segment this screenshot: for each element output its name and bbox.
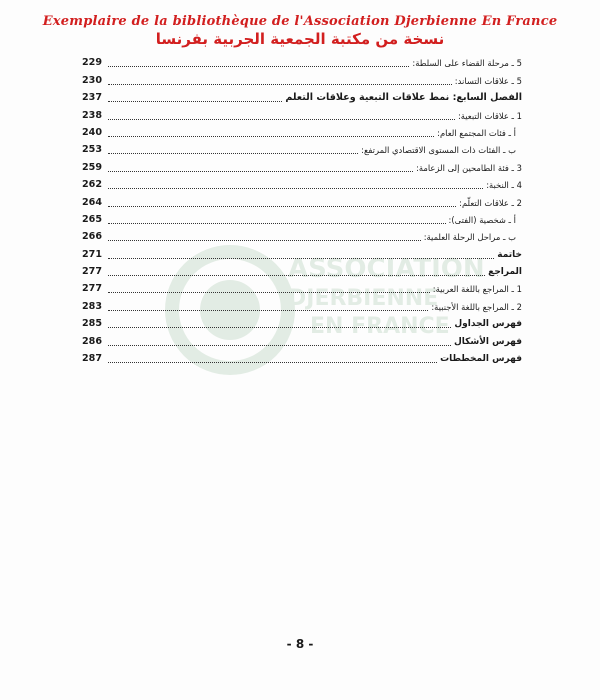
- toc-row: [82, 226, 522, 243]
- toc-row: [82, 243, 522, 260]
- toc-row: [82, 348, 522, 365]
- watermark-line2: DJERBIENNE: [288, 286, 439, 311]
- toc-entry-title: 1 ـ المراجع باللغة العربية:: [432, 284, 522, 295]
- leader-dots: [108, 327, 451, 328]
- toc-entry-page: 277: [82, 266, 103, 278]
- leader-dots: [108, 310, 428, 311]
- leader-dots: [108, 240, 421, 241]
- toc-row: [82, 278, 522, 295]
- header-arabic: نسخة من مكتبة الجمعية الجربية بفرنسا: [155, 30, 445, 48]
- leader-dots: [108, 119, 455, 120]
- page-number: - 8 -: [286, 637, 314, 651]
- leader-dots: [108, 223, 446, 224]
- toc-entry-title: فهرس الجداول: [454, 319, 522, 330]
- toc-row: [82, 104, 522, 121]
- toc-entry-title: الفصل السابع: نمط علاقات التبعية وعلاقات التعلم: [285, 92, 522, 104]
- toc-entry-page: 229: [82, 57, 103, 69]
- leader-dots: [108, 206, 456, 207]
- toc-entry-page: 287: [82, 353, 103, 365]
- toc-entry-page: 286: [82, 335, 103, 347]
- toc-row: [82, 330, 522, 347]
- toc-row: [82, 69, 522, 86]
- toc-row: [82, 209, 522, 226]
- watermark-line1: ASSOCIATION: [288, 254, 485, 284]
- leader-dots: [108, 171, 413, 172]
- toc-entry-page: 230: [82, 74, 103, 86]
- leader-dots: [108, 362, 437, 363]
- toc-entry-page: 259: [82, 161, 103, 173]
- toc-entry-title: المراجع: [488, 267, 522, 278]
- toc-entry-title: 2 ـ المراجع باللغة الأجنبية:: [431, 301, 522, 312]
- toc-entry-title: فهرس المخططات: [440, 354, 522, 365]
- toc-entry-page: 266: [82, 231, 103, 243]
- toc-row: [82, 156, 522, 173]
- toc-entry-title: فهرس الأشكال: [453, 336, 522, 347]
- toc-row: [82, 87, 522, 104]
- leader-dots: [108, 275, 485, 276]
- leader-dots: [108, 153, 358, 154]
- watermark-line3: EN FRANCE: [310, 314, 450, 339]
- toc-entry-title: 5 ـ علاقات التساند:: [454, 75, 522, 86]
- toc-entry-page: 271: [82, 248, 103, 260]
- leader-dots: [108, 101, 282, 102]
- toc-row: [82, 295, 522, 312]
- toc-entry-page: 253: [82, 144, 103, 156]
- toc-entry-page: 240: [82, 126, 103, 138]
- leader-dots: [108, 136, 434, 137]
- toc-entry-page: 285: [82, 318, 103, 330]
- leader-dots: [108, 188, 483, 189]
- toc-entry-title: أ ـ فئات المجتمع العام:: [437, 127, 516, 138]
- toc-row: [82, 122, 522, 139]
- toc-row: [82, 261, 522, 278]
- toc-entry-title: 2 ـ علاقات التعلّم:: [459, 197, 522, 208]
- toc-entry-page: 277: [82, 283, 103, 295]
- toc-row: [82, 191, 522, 208]
- toc-entry-page: 238: [82, 109, 103, 121]
- toc-entry-page: 283: [82, 300, 103, 312]
- toc-entry-title: خاتمة: [497, 249, 522, 260]
- toc-entry-page: 264: [82, 196, 103, 208]
- toc-entry-title: 4 ـ النخبة:: [486, 180, 522, 191]
- leader-dots: [108, 292, 430, 293]
- toc-entry-title: ب ـ مراحل الرحلة العلمية:: [423, 232, 516, 243]
- toc-entry-title: ب ـ الفئات ذات المستوى الاقتصادي المرتفع:: [361, 145, 516, 156]
- toc-entry-title: 5 ـ مرحلة القضاء على السلطة:: [412, 58, 522, 69]
- toc-row: [82, 52, 522, 69]
- toc-entry-page: 265: [82, 213, 103, 225]
- toc-row: [82, 174, 522, 191]
- toc-entry-title: 1 ـ علاقات التبعية:: [457, 110, 522, 121]
- toc-row: [82, 313, 522, 330]
- leader-dots: [108, 66, 409, 67]
- header-french: Exemplaire de la bibliothèque de l'Association Djerbienne En France: [42, 14, 558, 29]
- leader-dots: [108, 345, 451, 346]
- toc-entry-title: أ ـ شخصية (الفتى):: [448, 214, 516, 225]
- toc-entry-page: 262: [82, 179, 103, 191]
- toc-row: [82, 139, 522, 156]
- leader-dots: [108, 84, 452, 85]
- toc-entry-title: 3 ـ فئة الطامحين إلى الزعامة:: [416, 162, 522, 173]
- leader-dots: [108, 258, 494, 259]
- toc-entry-page: 237: [82, 92, 103, 104]
- table-of-contents: [82, 52, 522, 365]
